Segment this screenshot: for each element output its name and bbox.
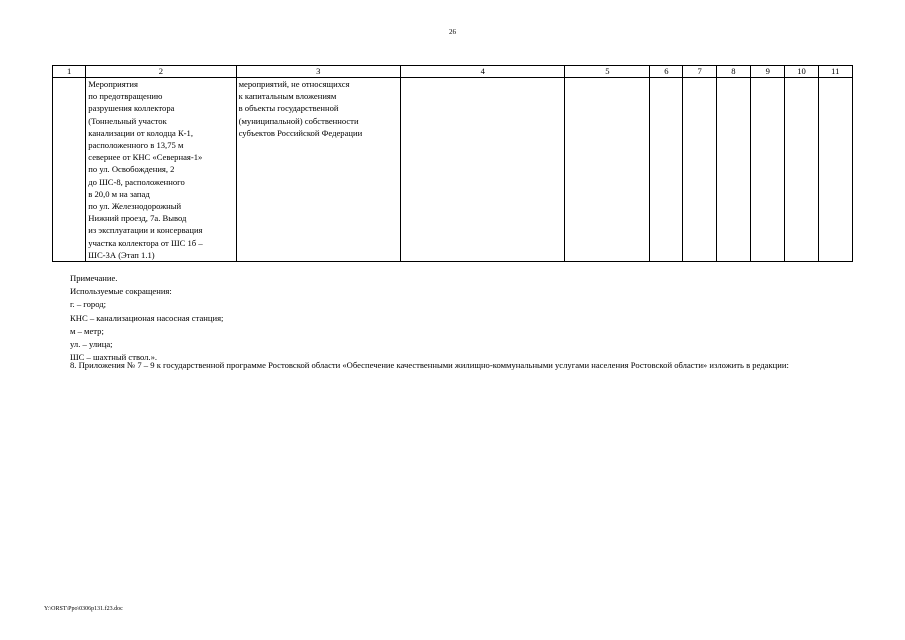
abbreviation-item: ул. – улица; (70, 339, 113, 350)
cell-col1 (53, 78, 86, 262)
notes-block (70, 272, 223, 364)
column-header-1: 1 (53, 66, 86, 78)
column-header-9: 9 (751, 66, 785, 78)
table-header-row (53, 66, 853, 78)
cell-col11 (818, 78, 852, 262)
cell-col8 (716, 78, 750, 262)
column-header-2: 2 (86, 66, 236, 78)
cell-col4 (401, 78, 565, 262)
measures-table (52, 65, 853, 262)
column-header-8: 8 (716, 66, 750, 78)
cell-col5 (565, 78, 650, 262)
cell-col10 (785, 78, 818, 262)
abbreviation-item: г. – город; (70, 299, 107, 310)
cell-measure-description: Мероприятия по предотвращению разрушения коллектора (Тоннельный участок канализации от колодца К-1, расположенного в 13,75 м севернее от КНС «Северная-1» по ул. Освобождения, 2 до ШС-8, расположенного в 20,0 м на запад по ул. Железнодорожный Нижний проезд, 7а. Вывод из эксплуатации и консервация участка коллектора от ШС 1б – ШС-3А (Этап 1.1) (86, 78, 236, 262)
cell-col7 (683, 78, 716, 262)
table-row (53, 78, 853, 262)
page-number: 26 (449, 28, 456, 36)
column-header-7: 7 (683, 66, 716, 78)
column-header-5: 5 (565, 66, 650, 78)
cell-measure-category: мероприятий, не относящихся к капитальным вложениям в объекты государственной (муниципальной) собственности субъектов Российской Федерации (236, 78, 400, 262)
notes-intro: Используемые сокращения: (70, 286, 172, 297)
abbreviation-item: ШС – шахтный ствол.». (70, 352, 158, 363)
amendment-paragraph: 8. Приложения № 7 – 9 к государственной программе Ростовской области «Обеспечение качественными жилищно-коммунальными услугами населения Ростовской области» изложить в редакции: (70, 360, 789, 370)
column-header-11: 11 (818, 66, 852, 78)
cell-col6 (650, 78, 683, 262)
cell-col9 (751, 78, 785, 262)
column-header-3: 3 (236, 66, 400, 78)
footer-file-path: Y:\ORST\Ppo\0306p131.f23.doc (44, 606, 123, 612)
abbreviation-item: КНС – канализационая насосная станция; (70, 312, 224, 323)
notes-title: Примечание. (70, 273, 118, 283)
column-header-6: 6 (650, 66, 683, 78)
column-header-4: 4 (401, 66, 565, 78)
column-header-10: 10 (785, 66, 818, 78)
abbreviation-item: м – метр; (70, 325, 104, 336)
